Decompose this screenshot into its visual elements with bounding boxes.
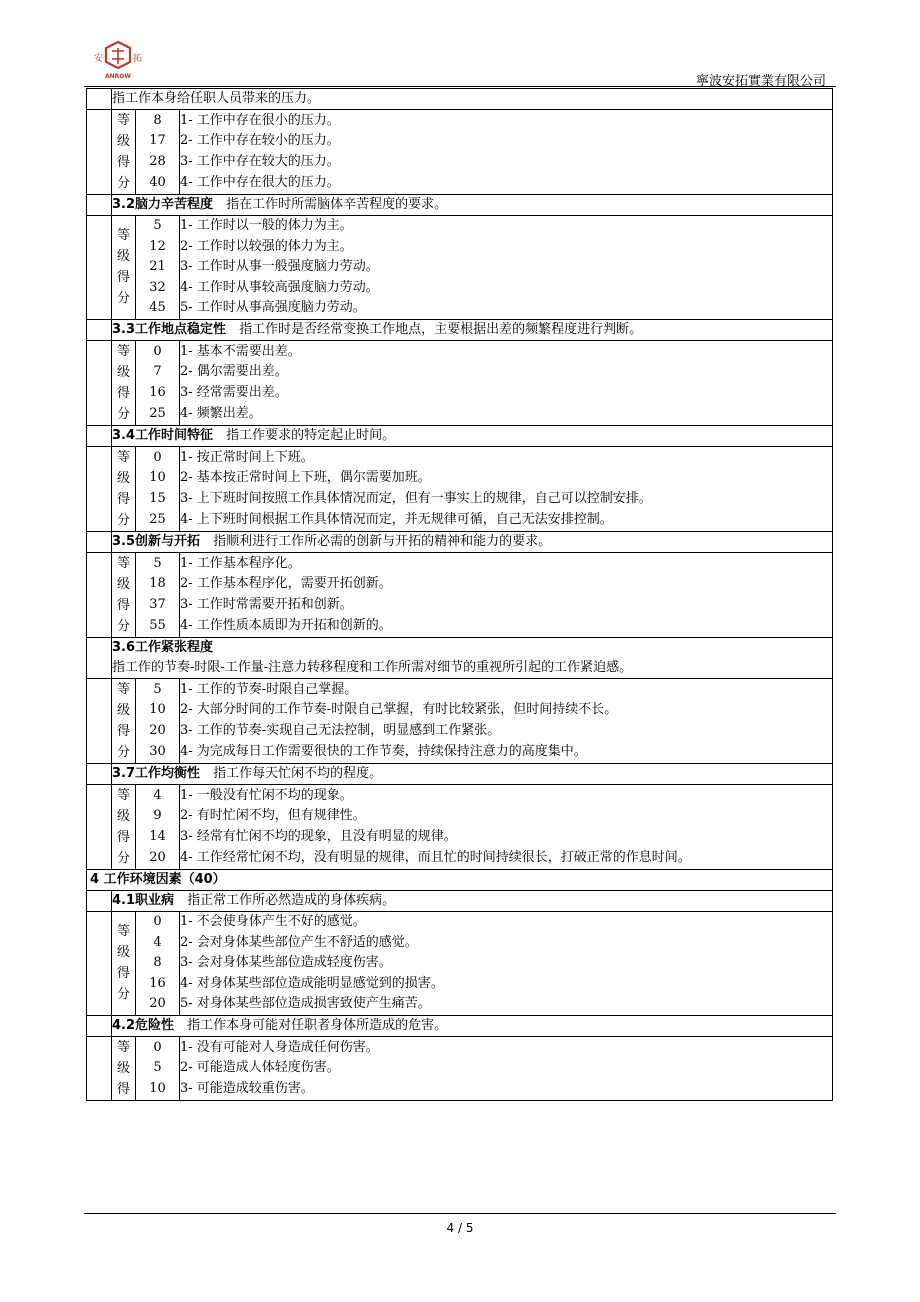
subsection-header-cell [112,1015,833,1036]
subsection-header-cell [112,319,833,340]
subsection-header-row [87,531,833,552]
score-value: 20 [149,722,166,738]
level-text: 4- 工作经常忙闲不均，没有明显的规律，而且忙的时间持续很长，打破正常的作息时间。 [180,849,691,865]
grade-row [87,552,833,637]
score-value: 5 [153,1060,162,1076]
gutter-cell [87,1015,112,1036]
subsection-number: 3.4 [112,427,136,443]
grade-label-char: 分 [116,744,130,760]
score-value: 17 [149,133,166,149]
grade-label-cell [112,552,136,637]
grade-label-char: 得 [116,829,130,845]
score-value: 20 [149,996,166,1012]
score-cell [136,1036,180,1100]
score-value: 18 [149,576,166,592]
score-value: 0 [153,343,162,359]
grade-label-char: 分 [116,406,130,422]
level-text: 3- 可能造成较重伤害。 [180,1080,314,1096]
level-text: 1- 工作的节奏-时限自己掌握。 [180,681,358,697]
score-value: 16 [149,975,166,991]
grade-label-char: 分 [116,291,130,307]
grade-label-char: 得 [116,270,130,286]
subsection-title [112,428,213,443]
grade-label-char: 得 [116,155,130,170]
top-desc-row [87,89,833,110]
level-text: 1- 没有可能对人身造成任何伤害。 [180,1039,379,1055]
level-cell [180,216,833,320]
grade-label-char: 分 [116,850,130,866]
gutter-cell [87,425,112,446]
subsection-header-cell [112,195,833,216]
score-value: 15 [149,490,166,506]
score-value: 0 [153,913,162,929]
subsection-desc: 指工作要求的特定起止时间。 [226,427,396,443]
subsection-header-row [87,763,833,784]
grade-label-cell [112,678,136,763]
grade-label-char: 级 [116,808,130,824]
subsection-number: 3.7 [112,765,136,781]
grade-row [87,678,833,763]
score-value: 4 [153,934,162,950]
subsection-name: 工作均衡性 [135,765,201,781]
subsection-header-cell [112,637,833,678]
level-text: 2- 大部分时间的工作节奏-时限自己掌握，有时比较紧张，但时间持续不长。 [180,702,618,718]
level-text: 2- 工作时以较强的体力为主。 [180,238,353,254]
score-value: 7 [153,364,162,380]
subsection-name: 创新与开拓 [135,533,201,549]
level-text: 2- 基本按正常时间上下班，偶尔需要加班。 [180,470,431,486]
gutter-cell [87,319,112,340]
level-cell [180,911,833,1015]
level-text: 1- 工作时以一般的体力为主。 [180,218,353,233]
gutter-cell [87,531,112,552]
score-value: 40 [149,174,166,190]
grade-label-cell [112,340,136,425]
score-value: 5 [153,555,162,571]
level-text: 2- 偶尔需要出差。 [180,364,288,380]
score-value: 0 [153,1039,162,1055]
gutter-cell [87,678,112,763]
level-text: 3- 工作的节奏-实现自己无法控制，明显感到工作紧张。 [180,722,501,738]
grade-label-char: 等 [116,555,130,571]
footer-rule [84,1213,836,1214]
grade-label-cell [112,446,136,531]
subsection-header-row [87,890,833,911]
subsection-number: 3.5 [112,533,136,549]
grade-label-char: 得 [116,491,130,507]
score-value: 30 [149,743,166,759]
score-cell [136,446,180,531]
gutter-cell [87,784,112,869]
grade-label-char: 等 [116,924,130,940]
subsection-title [112,197,213,212]
grade-label-char: 等 [116,228,130,244]
grade-row [87,110,833,195]
top-desc-cell: 指工作本身给任职人员带来的压力。 [112,89,833,110]
grade-label-char: 级 [116,364,130,380]
logo-char-right: 拓 [133,54,143,64]
grade-label-cell [112,784,136,869]
grade-label-char: 等 [116,449,130,465]
grade-label-char: 得 [116,966,130,982]
gutter-cell [87,195,112,216]
level-text: 4- 工作性质本质即为开拓和创新的。 [180,617,392,633]
score-value: 28 [149,154,166,169]
score-value: 10 [149,470,166,486]
subsection-desc: 指工作本身可能对任职者身体所造成的危害。 [187,1017,448,1033]
subsection-header-row [87,1015,833,1036]
subsection-title [112,893,174,908]
subsection-header-row [87,637,833,678]
subsection-name: 危险性 [135,1017,175,1033]
subsection-desc: 指在工作时所需脑体辛苦程度的要求。 [226,197,448,212]
grade-label-char: 等 [116,787,130,803]
grade-row [87,784,833,869]
grade-label-char: 级 [116,576,130,592]
score-value: 45 [149,300,166,316]
subsection-title [112,322,226,337]
subsection-header-cell [112,425,833,446]
logo-brand: ANROW [104,73,132,80]
grade-label-char: 等 [116,681,130,697]
level-cell [180,678,833,763]
gutter-cell [87,110,112,195]
level-text: 3- 经常需要出差。 [180,384,288,400]
grade-label-char: 级 [116,1060,130,1076]
grade-label-char: 得 [116,385,130,401]
level-text: 3- 工作时常需要开拓和创新。 [180,596,353,612]
level-text: 1- 按正常时间上下班。 [180,449,314,465]
gutter-cell [87,890,112,911]
gutter-cell [87,637,112,678]
score-value: 4 [153,787,162,803]
level-text: 3- 工作时从事一般强度脑力劳动。 [180,259,379,275]
score-cell [136,784,180,869]
level-text: 3- 会对身体某些部位造成轻度伤害。 [180,955,392,971]
score-value: 12 [149,238,166,254]
gutter-cell [87,340,112,425]
score-value: 14 [149,828,166,844]
subsection-number: 4.1 [112,892,136,908]
subsection-header-row [87,425,833,446]
grade-label-char: 级 [116,134,130,149]
score-cell [136,552,180,637]
evaluation-table [86,88,833,1101]
subsection-desc: 指工作时是否经常变换工作地点，主要根据出差的频繁程度进行判断。 [239,321,643,337]
subsection-title [112,640,213,655]
level-cell [180,110,833,195]
score-value: 16 [149,384,166,400]
subsection-desc: 指正常工作所必然造成的身体疾病。 [187,892,396,908]
score-value: 0 [153,449,162,465]
grade-label-char: 分 [116,987,130,1003]
gutter-cell [87,1036,112,1100]
score-value: 8 [153,112,162,128]
score-value: 10 [149,702,166,718]
level-text: 2- 工作基本程序化，需要开拓创新。 [180,576,392,592]
level-text: 4- 工作中存在很大的压力。 [180,174,340,190]
page-number: 4 / 5 [446,1221,474,1235]
level-text: 3- 经常有忙闲不均的现象，且没有明显的规律。 [180,828,457,844]
level-text: 3- 上下班时间按照工作具体情况而定，但有一事实上的规律，自己可以控制安排。 [180,490,652,506]
score-value: 10 [149,1080,166,1096]
grade-label-char: 级 [116,702,130,718]
score-cell [136,340,180,425]
level-text: 4- 频繁出差。 [180,405,262,421]
score-cell [136,110,180,195]
subsection-number: 4.2 [112,1017,136,1033]
score-cell [136,678,180,763]
score-value: 5 [153,218,162,233]
grade-label-char: 级 [116,249,130,265]
grade-label-char: 等 [116,113,130,128]
grade-label-char: 等 [116,343,130,359]
gutter-cell [87,911,112,1015]
subsection-number: 3.6 [112,639,136,655]
level-text: 4- 上下班时间根据工作具体情况而定，并无规律可循，自己无法安排控制。 [180,511,613,527]
grade-row [87,446,833,531]
grade-label-cell [112,1036,136,1100]
subsection-desc: 指工作每天忙闲不均的程度。 [213,765,383,781]
level-text: 2- 会对身体某些部位产生不舒适的感觉。 [180,934,418,950]
level-cell [180,1036,833,1100]
score-value: 25 [149,511,166,527]
section-header-cell [87,869,833,890]
level-text: 2- 工作中存在较小的压力。 [180,133,340,149]
grade-label-cell [112,216,136,320]
subsection-header-row [87,319,833,340]
score-value: 32 [149,279,166,295]
level-text: 5- 对身体某些部位造成损害致使产生痛苦。 [180,996,431,1012]
subsection-title [112,534,200,549]
header-rule [84,86,836,87]
level-cell [180,340,833,425]
grade-label-cell [112,110,136,195]
score-value: 37 [149,596,166,612]
score-value: 55 [149,617,166,633]
level-text: 4- 工作时从事较高强度脑力劳动。 [180,279,379,295]
level-text: 1- 一般没有忙闲不均的现象。 [180,787,353,803]
level-text: 1- 工作基本程序化。 [180,555,301,571]
level-cell [180,784,833,869]
grade-label-char: 得 [116,723,130,739]
subsection-header-row [87,195,833,216]
score-value: 8 [153,955,162,971]
subsection-header-cell [112,890,833,911]
subsection-title [112,1018,174,1033]
level-text: 2- 可能造成人体轻度伤害。 [180,1060,340,1076]
score-cell [136,216,180,320]
logo-char-left: 安 [94,54,104,64]
subsection-desc: 指工作的节奏-时限-工作量-注意力转移程度和工作所需对细节的重视所引起的工作紧迫感。 [112,659,633,675]
grade-row [87,1036,833,1100]
score-cell [136,911,180,1015]
grade-row [87,216,833,320]
gutter-cell [87,552,112,637]
subsection-header-cell [112,763,833,784]
gutter-cell [87,216,112,320]
section-header-row [87,869,833,890]
level-cell [180,552,833,637]
score-value: 21 [149,259,166,275]
subsection-name: 工作紧张程度 [135,639,214,655]
score-value: 25 [149,405,166,421]
grade-label-char: 分 [116,512,130,528]
subsection-name: 工作时间特征 [135,427,214,443]
section-title: 4 工作环境因素（40） [90,871,226,887]
grade-label-char: 得 [116,597,130,613]
score-value: 5 [153,681,162,697]
company-logo [86,40,150,82]
level-text: 1- 基本不需要出差。 [180,343,301,359]
grade-label-char: 分 [116,176,130,191]
grade-label-char: 分 [116,618,130,634]
level-text: 3- 工作中存在较大的压力。 [180,154,340,169]
subsection-number: 3.2 [112,197,136,212]
subsection-name: 工作地点稳定性 [135,321,227,337]
level-text: 4- 对身体某些部位造成能明显感觉到的损害。 [180,975,444,991]
level-text: 1- 不会使身体产生不好的感觉。 [180,913,366,929]
gutter-cell [87,446,112,531]
level-text: 1- 工作中存在很小的压力。 [180,112,340,128]
score-value: 20 [149,849,166,865]
grade-row [87,340,833,425]
subsection-name: 脑力辛苦程度 [135,197,214,212]
grade-row [87,911,833,1015]
subsection-title [112,766,200,781]
subsection-number: 3.3 [112,321,136,337]
subsection-header-cell [112,531,833,552]
grade-label-char: 等 [116,1039,130,1055]
grade-label-char: 级 [116,470,130,486]
company-name: 寧波安拓實業有限公司 [695,74,826,89]
level-cell [180,446,833,531]
subsection-desc: 指顺利进行工作所必需的创新与开拓的精神和能力的要求。 [213,533,552,549]
score-value: 9 [153,808,162,824]
table-body [87,89,833,1101]
level-text: 2- 有时忙闲不均，但有规律性。 [180,808,366,824]
subsection-name: 职业病 [135,892,175,908]
level-text: 5- 工作时从事高强度脑力劳动。 [180,300,366,316]
grade-label-char: 级 [116,945,130,961]
gutter-cell [87,763,112,784]
grade-label-cell [112,911,136,1015]
gutter-cell [87,89,112,110]
grade-label-char: 得 [116,1081,130,1097]
level-text: 4- 为完成每日工作需要很快的工作节奏，持续保持注意力的高度集中。 [180,743,587,759]
